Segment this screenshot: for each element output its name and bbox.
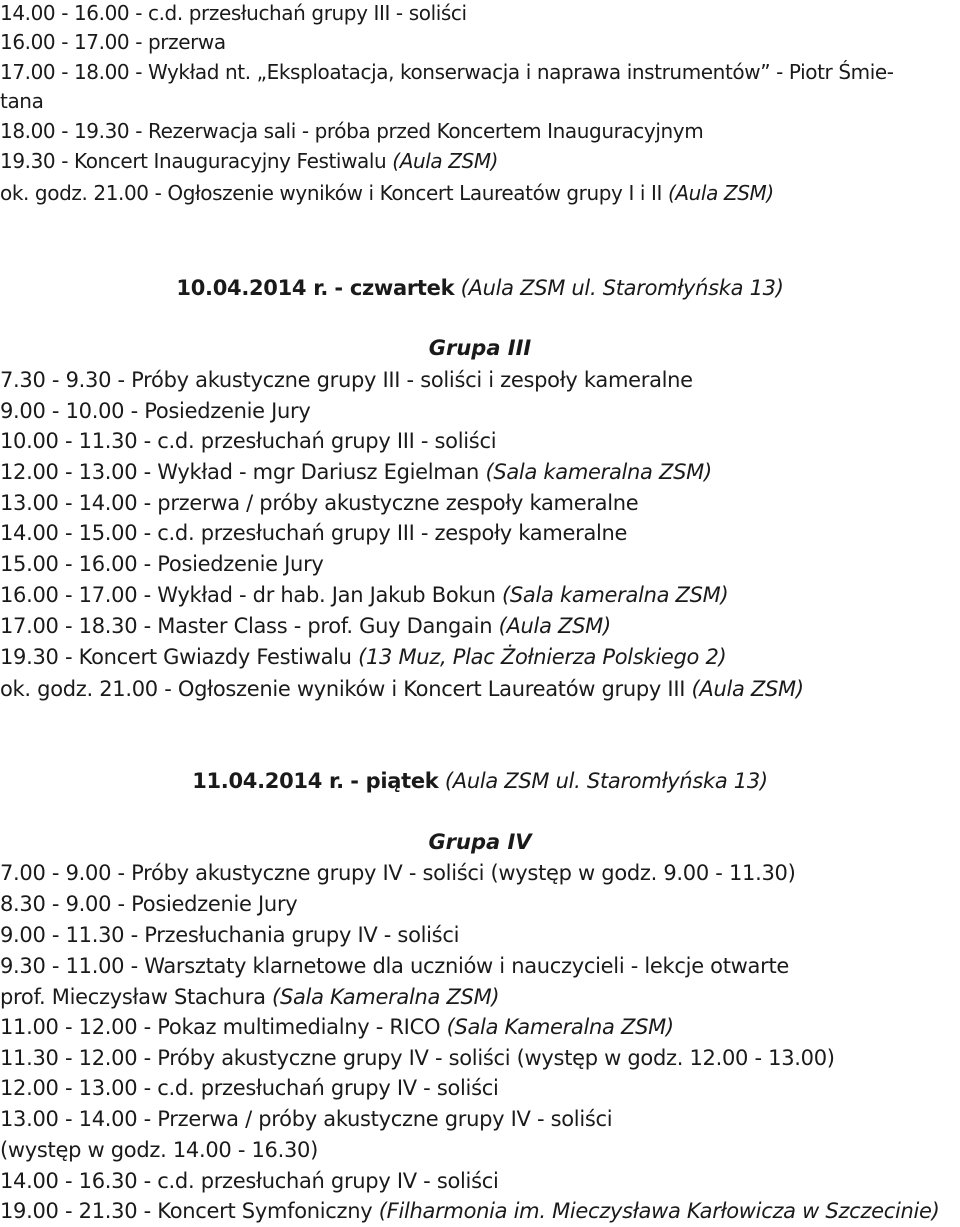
schedule-line: 17.00 - 18.30 - Master Class - prof. Guy Dangain (Aula ZSM) — [0, 614, 611, 638]
schedule-line: 14.00 - 15.00 - c.d. przesłuchań grupy III - zespoły kameralne — [0, 521, 628, 545]
schedule-line: 19.00 - 21.30 - Koncert Symfoniczny (Filharmonia im. Mieczysława Karłowicza w Szczecinie) — [0, 1199, 940, 1223]
schedule-line: 11.30 - 12.00 - Próby akustyczne grupy IV - soliści (występ w godz. 12.00 - 13.00) — [0, 1046, 835, 1070]
day-name: - piątek — [350, 769, 439, 793]
schedule-line: (występ w godz. 14.00 - 16.30) — [0, 1138, 318, 1162]
day-date: 11.04.2014 r. — [192, 769, 344, 793]
schedule-line: 7.30 - 9.30 - Próby akustyczne grupy III - soliści i zespoły kameralne — [0, 368, 693, 392]
day-heading-thursday — [0, 273, 960, 303]
schedule-line: 16.00 - 17.00 - Wykład - dr hab. Jan Jakub Bokun (Sala kameralna ZSM) — [0, 583, 729, 607]
schedule-line: 7.00 - 9.00 - Próby akustyczne grupy IV - soliści (występ w godz. 9.00 - 11.30) — [0, 861, 796, 885]
day-heading-friday — [0, 766, 960, 796]
schedule-line: 14.00 - 16.30 - c.d. przesłuchań grupy IV - soliści — [0, 1169, 499, 1193]
schedule-line: ok. godz. 21.00 - Ogłoszenie wyników i Koncert Laureatów grupy III (Aula ZSM) — [0, 677, 804, 701]
schedule-line: 9.30 - 11.00 - Warsztaty klarnetowe dla uczniów i nauczycieli - lekcje otwarte — [0, 954, 789, 978]
schedule-line: 15.00 - 16.00 - Posiedzenie Jury — [0, 552, 324, 576]
schedule-line: 14.00 - 16.00 - c.d. przesłuchań grupy III - soliści — [0, 1, 467, 25]
schedule-line: 12.00 - 13.00 - Wykład - mgr Dariusz Egielman (Sala kameralna ZSM) — [0, 460, 712, 484]
schedule-line: 17.00 - 18.00 - Wykład nt. „Eksploatacja, konserwacja i naprawa instrumentów” - Piotr Śmie- — [0, 60, 894, 84]
schedule-line: tana — [0, 89, 44, 113]
group-heading: Grupa IV — [428, 830, 532, 854]
day-date: 10.04.2014 r. — [176, 276, 328, 300]
day-venue: (Aula ZSM ul. Staromłyńska 13) — [460, 276, 784, 300]
schedule-line: 16.00 - 17.00 - przerwa — [0, 30, 226, 54]
schedule-line: 9.00 - 10.00 - Posiedzenie Jury — [0, 399, 311, 423]
schedule-line: 18.00 - 19.30 - Rezerwacja sali - próba przed Koncertem Inauguracyjnym — [0, 119, 704, 143]
schedule-line: prof. Mieczysław Stachura (Sala Kameralna ZSM) — [0, 985, 500, 1009]
day-name: - czwartek — [334, 276, 455, 300]
schedule-line: 13.00 - 14.00 - Przerwa / próby akustyczne grupy IV - soliści — [0, 1107, 613, 1131]
schedule-line: 19.30 - Koncert Inauguracyjny Festiwalu (Aula ZSM) — [0, 149, 499, 173]
schedule-line: 12.00 - 13.00 - c.d. przesłuchań grupy IV - soliści — [0, 1076, 499, 1100]
schedule-line: 11.00 - 12.00 - Pokaz multimedialny - RICO (Sala Kameralna ZSM) — [0, 1015, 674, 1039]
schedule-line: 13.00 - 14.00 - przerwa / próby akustyczne zespoły kameralne — [0, 491, 639, 515]
schedule-line: 9.00 - 11.30 - Przesłuchania grupy IV - soliści — [0, 923, 460, 947]
schedule-line: 8.30 - 9.00 - Posiedzenie Jury — [0, 892, 298, 916]
schedule-line: 10.00 - 11.30 - c.d. przesłuchań grupy III - soliści — [0, 429, 497, 453]
schedule-line: 19.30 - Koncert Gwiazdy Festiwalu (13 Muz, Plac Żołnierza Polskiego 2) — [0, 645, 727, 669]
schedule-line: ok. godz. 21.00 - Ogłoszenie wyników i Koncert Laureatów grupy I i II (Aula ZSM) — [0, 181, 774, 205]
day-venue: (Aula ZSM ul. Staromłyńska 13) — [444, 769, 768, 793]
group-heading: Grupa III — [428, 336, 532, 360]
